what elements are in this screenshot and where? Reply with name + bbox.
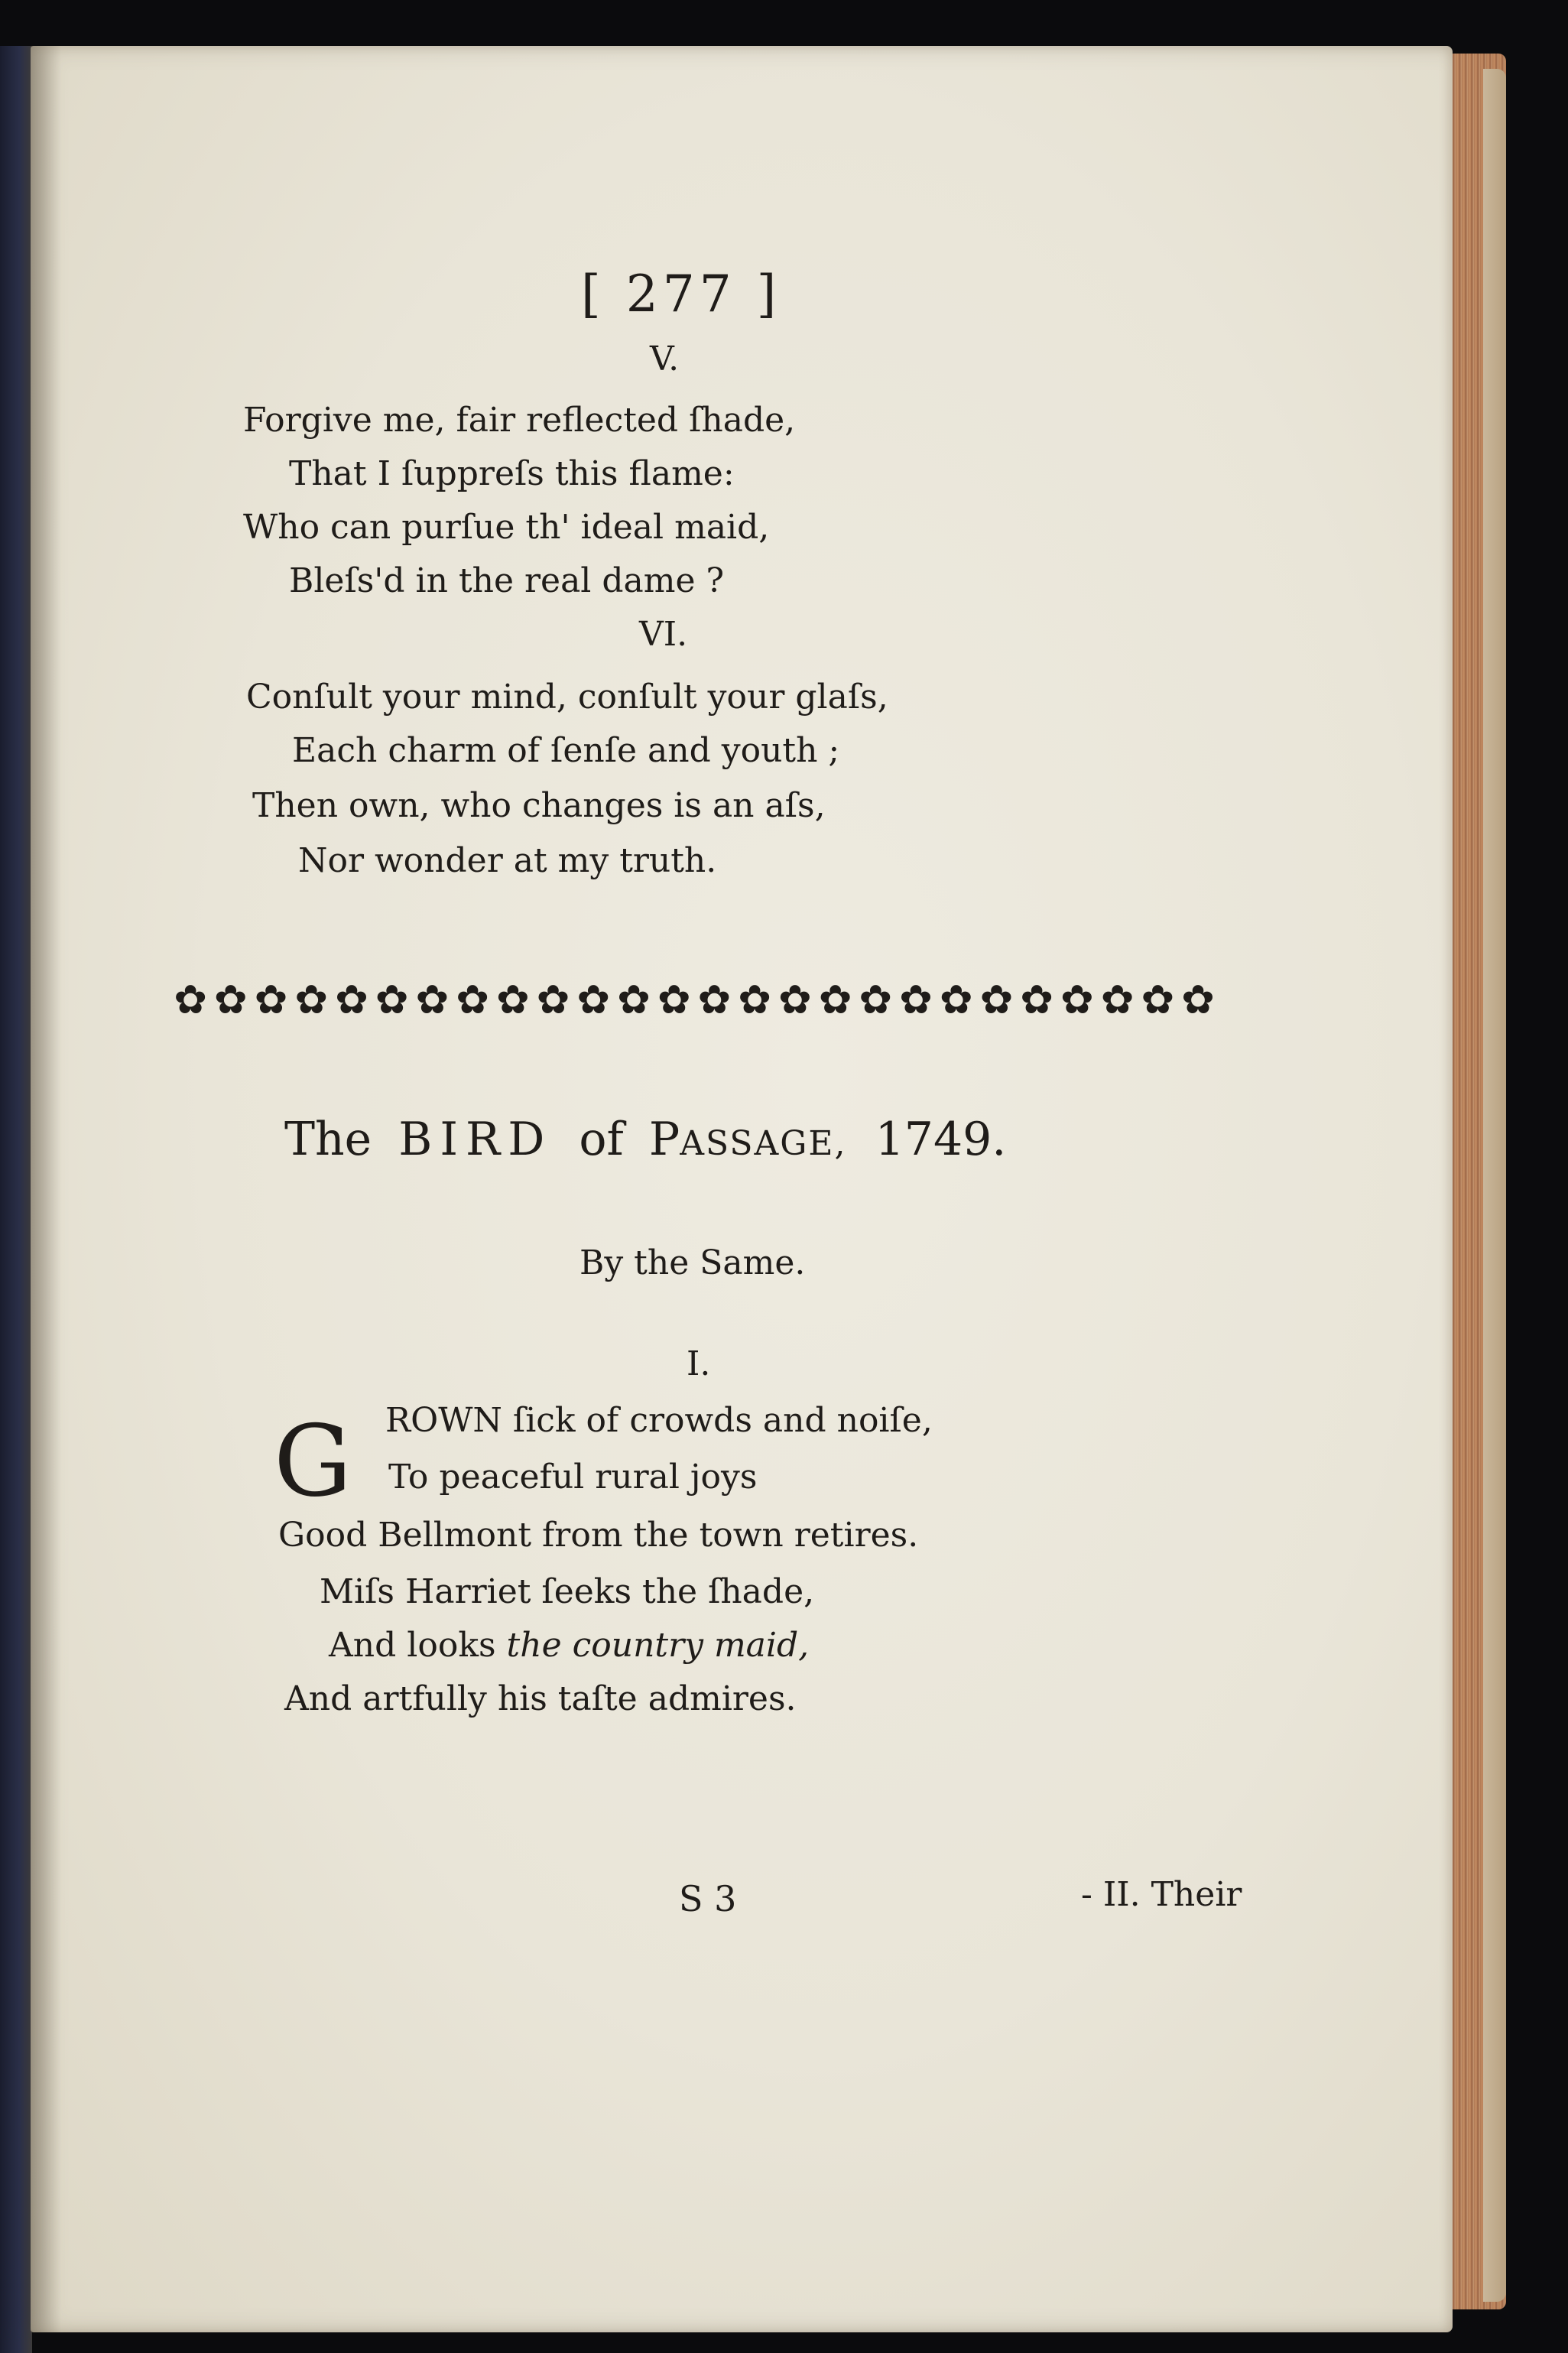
ornament-glyph: ✿ [979, 977, 1014, 1023]
ornament-glyph: ✿ [294, 977, 328, 1023]
ornament-glyph: ✿ [1100, 977, 1135, 1023]
verse-line: Bleſs'd in the real dame ? [289, 561, 725, 600]
ornament-glyph: ✿ [778, 977, 812, 1023]
book-cover-edge [0, 46, 32, 2353]
verse-line: And artfully his taſte admires. [284, 1679, 797, 1718]
verse-line: Nor wonder at my truth. [298, 841, 717, 880]
poem-attribution: By the Same. [579, 1243, 806, 1282]
ornament-glyph: ✿ [899, 977, 933, 1023]
stanza-number-v: V. [650, 340, 680, 379]
ornament-glyph: ✿ [536, 977, 570, 1023]
ornament-glyph: ✿ [1141, 977, 1175, 1023]
title-year: 1749. [875, 1113, 1007, 1166]
verse-line: Forgive me, fair reflected ſhade, [243, 401, 796, 440]
verse-line: Miſs Harriet ſeeks the ſhade, [320, 1572, 815, 1611]
ornament-glyph: ✿ [174, 977, 207, 1023]
verse-line: ROWN ſick of crowds and noiſe, [385, 1401, 933, 1440]
ornament-glyph: ✿ [939, 977, 973, 1023]
verse-line-mixed [329, 1626, 810, 1665]
ornament-glyph: ✿ [375, 977, 409, 1023]
verse-line: Then own, who changes is an aſs, [252, 786, 826, 825]
ornament-glyph: ✿ [254, 977, 288, 1023]
ornament-glyph: ✿ [213, 977, 248, 1023]
verse-line: That I ſuppreſs this flame: [289, 454, 735, 493]
ornament-glyph: ✿ [859, 977, 892, 1023]
ornament-glyph: ✿ [617, 977, 651, 1023]
catchword: - II. Their [1081, 1875, 1242, 1914]
verse-line: Who can purſue th' ideal maid, [243, 508, 770, 547]
ornament-glyph: ✿ [335, 977, 368, 1023]
ornament-glyph: ✿ [576, 977, 610, 1023]
poem-title [284, 1113, 1007, 1166]
signature-mark: S 3 [679, 1878, 737, 1919]
title-passage-rest: ASSAGE, [680, 1124, 847, 1163]
title-the: The [284, 1113, 372, 1166]
ornament-glyph: ✿ [657, 977, 691, 1023]
verse-line: Each charm of ſenſe and youth ; [292, 731, 840, 770]
title-bird: BIRD [398, 1113, 553, 1166]
ornament-glyph: ✿ [697, 977, 732, 1023]
ornament-glyph: ✿ [1020, 977, 1053, 1023]
page-number: [ 277 ] [581, 265, 781, 323]
stanza-number-i: I. [687, 1344, 711, 1383]
ornament-glyph: ✿ [495, 977, 530, 1023]
verse-roman-part: And looks [329, 1626, 507, 1665]
ornament-glyph: ✿ [1181, 977, 1215, 1023]
printers-ornament-rule [171, 976, 1217, 1025]
verse-line: Conſult your mind, conſult your glaſs, [246, 678, 888, 717]
ornament-glyph: ✿ [456, 977, 489, 1023]
page-edges-outer [1483, 69, 1506, 2302]
title-of: of [579, 1113, 624, 1166]
verse-line: To peaceful rural joys [388, 1458, 758, 1497]
page-gutter [31, 46, 61, 2332]
verse-italic-part: the country maid, [506, 1626, 810, 1665]
ornament-glyph: ✿ [738, 977, 771, 1023]
verse-line: Good Bellmont from the town retires. [278, 1516, 919, 1555]
ornament-glyph: ✿ [818, 977, 852, 1023]
ornament-glyph: ✿ [415, 977, 450, 1023]
drop-cap-initial: G [274, 1405, 352, 1519]
ornament-glyph: ✿ [1060, 977, 1094, 1023]
title-passage-initial: P [648, 1113, 680, 1166]
book-page [31, 46, 1453, 2332]
stanza-number-vi: VI. [639, 615, 688, 654]
